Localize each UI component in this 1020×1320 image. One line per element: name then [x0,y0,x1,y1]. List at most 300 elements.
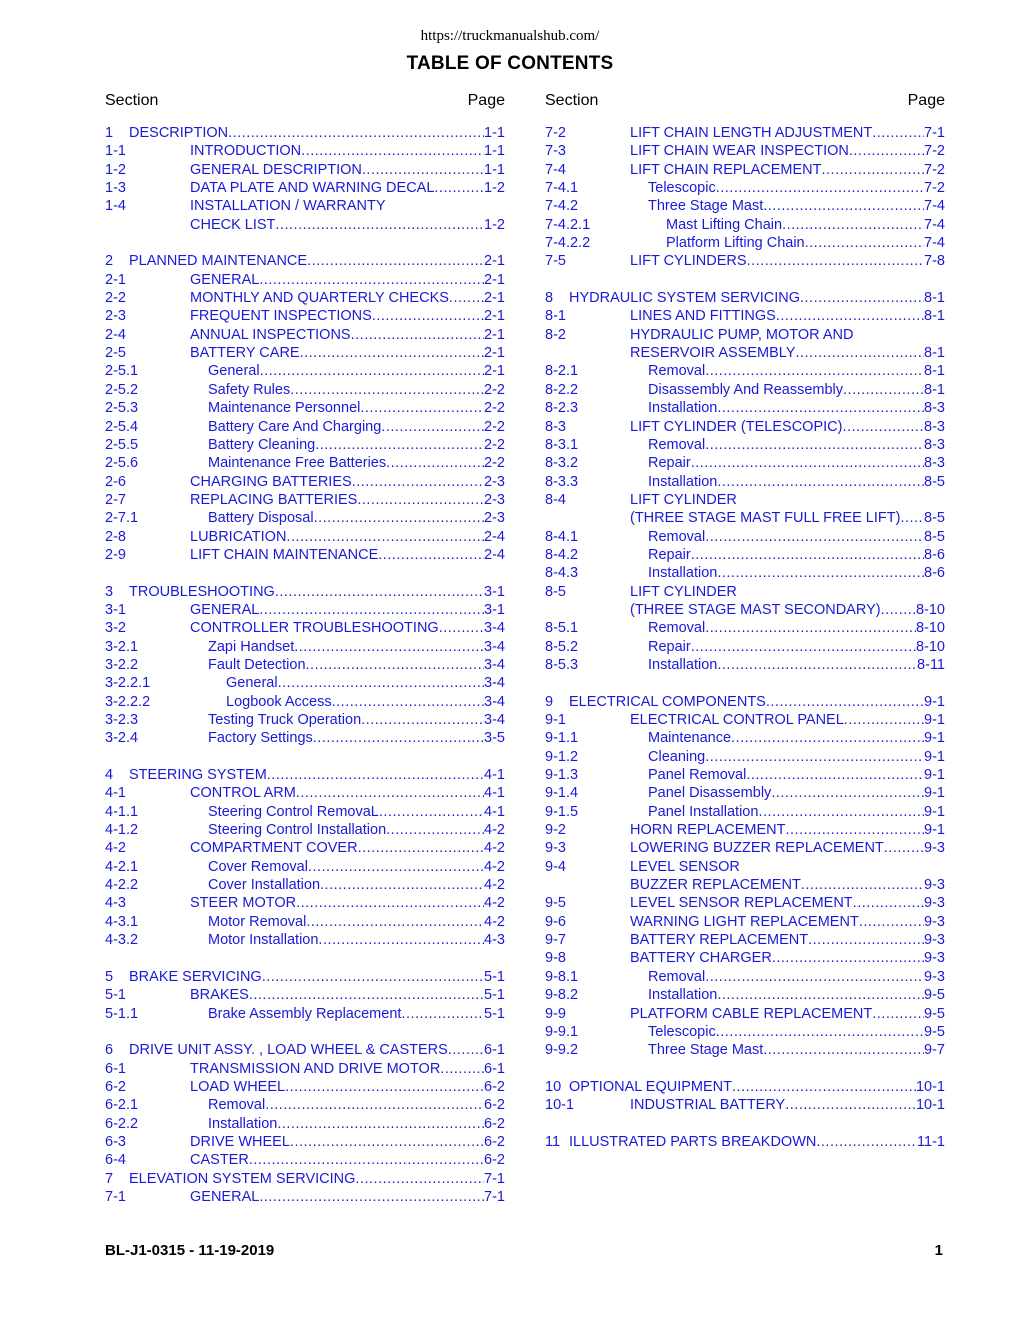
toc-entry-page[interactable]: 9-3 [924,950,945,967]
toc-entry[interactable] [545,528,945,546]
toc-entry[interactable] [545,418,945,436]
toc-entry-page[interactable]: 4-2 [484,877,505,894]
toc-entry-title[interactable]: Removal [648,968,706,985]
toc-entry-title[interactable]: General [208,363,260,380]
toc-entry-title[interactable]: RESERVOIR ASSEMBLY [630,345,796,362]
toc-entry[interactable] [545,124,945,142]
toc-entry-page[interactable]: 2-2 [484,436,505,453]
toc-entry[interactable] [545,344,945,362]
toc-entry-page[interactable]: 9-1 [924,767,945,784]
toc-entry-title[interactable]: CASTER [190,1152,249,1169]
toc-entry[interactable] [105,216,505,234]
toc-entry-title[interactable]: STEERING SYSTEM [129,767,267,784]
toc-entry[interactable] [105,693,505,711]
toc-entry-page[interactable]: 6-1 [484,1042,505,1059]
toc-entry[interactable] [545,894,945,912]
toc-entry-page[interactable]: 6-2 [484,1133,505,1150]
toc-entry-page[interactable]: 2-2 [484,400,505,417]
toc-entry[interactable] [105,307,505,325]
toc-entry-page[interactable]: 8-5 [924,528,945,545]
toc-entry-title[interactable]: MONTHLY AND QUARTERLY CHECKS [190,290,449,307]
toc-entry[interactable] [545,289,945,307]
toc-entry-title[interactable]: GENERAL [190,601,260,618]
toc-entry[interactable] [105,619,505,637]
toc-entry-title[interactable]: BRAKE SERVICING [129,968,262,985]
toc-entry[interactable] [105,491,505,509]
toc-entry-title[interactable]: Maintenance [648,730,732,747]
toc-entry-page[interactable]: 2-3 [484,491,505,508]
toc-entry-page[interactable]: 7-2 [924,180,945,197]
toc-entry[interactable] [105,601,505,619]
toc-entry-page[interactable]: 2-1 [484,271,505,288]
toc-entry-page[interactable]: 9-5 [924,1023,945,1040]
toc-entry-title[interactable]: Fault Detection [208,656,306,673]
toc-entry-title[interactable]: GENERAL [190,1188,260,1205]
toc-entry-title[interactable]: HORN REPLACEMENT [630,822,786,839]
toc-entry-title[interactable]: LEVEL SENSOR REPLACEMENT [630,895,853,912]
toc-entry-title[interactable]: BATTERY CHARGER [630,950,772,967]
toc-entry-title[interactable]: Steering Control RemovaL [208,803,379,820]
toc-entry-title[interactable]: ANNUAL INSPECTIONS [190,326,351,343]
toc-entry-page[interactable]: 4-2 [484,822,505,839]
toc-entry-title[interactable]: Mast Lifting Chain [666,216,783,233]
toc-entry-title[interactable]: TROUBLESHOOTING [129,583,275,600]
toc-entry-page[interactable]: 6-2 [484,1115,505,1132]
toc-entry-page[interactable]: 8-3 [924,436,945,453]
toc-entry-title[interactable]: Removal [208,1097,266,1114]
toc-entry-title[interactable]: Repair [648,546,691,563]
toc-entry-page[interactable]: 7-4 [924,198,945,215]
toc-entry-page[interactable]: 7-8 [924,253,945,270]
toc-entry-page[interactable]: 9-1 [924,785,945,802]
toc-entry-title[interactable]: Testing Truck Operation [208,712,362,728]
toc-entry-page[interactable]: 9-1 [924,712,945,728]
toc-entry[interactable] [105,124,505,142]
toc-entry-title[interactable]: LIFT CYLINDER [630,491,737,508]
toc-entry-title[interactable]: DRIVE UNIT ASSY. , LOAD WHEEL & CASTERS [129,1042,448,1059]
toc-entry-title[interactable]: BATTERY CARE [190,345,300,362]
toc-entry-title[interactable]: Safety Rules [208,381,291,398]
toc-entry-title[interactable]: PLATFORM CABLE REPLACEMENT [630,1005,873,1022]
toc-entry-page[interactable]: 6-2 [484,1078,505,1095]
toc-entry[interactable] [545,234,945,252]
toc-entry[interactable] [545,252,945,270]
toc-entry[interactable] [545,986,945,1004]
toc-entry[interactable] [545,142,945,160]
toc-entry-page[interactable]: 2-2 [484,418,505,435]
toc-entry-title[interactable]: BATTERY REPLACEMENT [630,932,809,949]
toc-entry-page[interactable]: 9-3 [924,877,945,894]
toc-entry-page[interactable]: 3-1 [484,601,505,618]
toc-entry-page[interactable]: 3-4 [484,712,505,728]
toc-entry[interactable] [545,931,945,949]
toc-entry-page[interactable]: 3-4 [484,638,505,655]
toc-entry-page[interactable]: 2-1 [484,363,505,380]
toc-entry-title[interactable]: LIFT CHAIN REPLACEMENT [630,161,822,178]
toc-entry[interactable] [545,161,945,179]
toc-entry-page[interactable]: 2-4 [484,528,505,545]
toc-entry-page[interactable]: 6-1 [484,1060,505,1077]
toc-entry-title[interactable]: Cleaning [648,748,706,765]
toc-entry[interactable] [105,1096,505,1114]
toc-entry-title[interactable]: Platform Lifting Chain [666,235,805,252]
toc-entry-page[interactable]: 2-1 [484,326,505,343]
toc-entry-page[interactable]: 9-5 [924,987,945,1004]
toc-entry-page[interactable]: 1-2 [484,180,505,197]
toc-entry-page[interactable]: 9-3 [924,840,945,857]
toc-entry-page[interactable]: 4-2 [484,895,505,912]
toc-entry-page[interactable]: 5-1 [484,987,505,1004]
toc-entry-page[interactable]: 2-2 [484,455,505,472]
toc-entry-title[interactable]: INSTALLATION / WARRANTY [190,198,386,215]
toc-entry-page[interactable]: 7-1 [484,1170,505,1187]
toc-entry-page[interactable]: 8-1 [924,363,945,380]
toc-entry[interactable] [545,766,945,784]
toc-entry[interactable] [545,179,945,197]
toc-entry-title[interactable]: OPTIONAL EQUIPMENT [569,1078,733,1095]
toc-entry[interactable] [105,674,505,692]
toc-entry-title[interactable]: Installation [648,565,718,582]
toc-entry-page[interactable]: 7-1 [924,125,945,141]
toc-entry[interactable] [105,803,505,821]
toc-entry-page[interactable]: 3-4 [484,656,505,673]
toc-entry[interactable] [105,1151,505,1169]
toc-entry-page[interactable]: 3-1 [484,583,505,600]
toc-entry-title[interactable]: Maintenance Personnel [208,400,361,417]
toc-entry-title[interactable]: CONTROLLER TROUBLESHOOTING [190,620,439,637]
toc-entry-page[interactable]: 11-1 [917,1133,945,1150]
toc-entry-page[interactable]: 4-1 [484,785,505,802]
toc-entry-title[interactable]: DESCRIPTION [129,125,229,141]
toc-entry[interactable] [105,473,505,491]
toc-entry[interactable] [545,839,945,857]
toc-entry-title[interactable]: LIFT CHAIN LENGTH ADJUSTMENT [630,125,873,141]
toc-entry-title[interactable]: Installation [648,987,718,1004]
toc-entry-page[interactable]: 2-2 [484,381,505,398]
toc-entry-title[interactable]: CONTROL ARM [190,785,296,802]
toc-entry-page[interactable]: 9-3 [924,913,945,930]
toc-entry[interactable] [105,436,505,454]
toc-entry-page[interactable]: 1-1 [484,125,505,141]
toc-entry[interactable] [105,656,505,674]
toc-entry[interactable] [105,784,505,802]
toc-entry-title[interactable]: FREQUENT INSPECTIONS [190,308,372,325]
toc-entry[interactable] [105,1133,505,1151]
toc-entry[interactable] [105,381,505,399]
toc-entry-title[interactable]: Motor Installation [208,932,319,949]
toc-entry-page[interactable]: 2-3 [484,510,505,527]
toc-entry[interactable] [545,949,945,967]
toc-entry[interactable] [105,729,505,747]
toc-entry-page[interactable]: 8-1 [924,308,945,325]
toc-entry-title[interactable]: HYDRAULIC SYSTEM SERVICING [569,290,800,307]
toc-entry[interactable] [545,784,945,802]
toc-entry-page[interactable]: 9-1 [924,822,945,839]
toc-entry-title[interactable]: Telescopic [648,1023,716,1040]
toc-entry-page[interactable]: 3-4 [484,693,505,710]
toc-entry-title[interactable]: LIFT CHAIN MAINTENANCE [190,546,379,563]
toc-entry-title[interactable]: BUZZER REPLACEMENT [630,877,801,894]
toc-entry[interactable] [105,1060,505,1078]
toc-entry-page[interactable]: 10-1 [915,1097,945,1114]
toc-entry-title[interactable]: Panel Disassembly [648,785,772,802]
toc-entry[interactable] [105,179,505,197]
toc-entry[interactable] [545,601,945,619]
toc-entry-title[interactable]: HYDRAULIC PUMP, MOTOR AND [630,326,854,343]
toc-entry[interactable] [105,968,505,986]
toc-entry[interactable] [545,1078,945,1096]
toc-entry-title[interactable]: LIFT CYLINDER [630,583,737,600]
toc-entry[interactable] [545,1041,945,1059]
toc-entry-title[interactable]: LINES AND FITTINGS [630,308,776,325]
toc-entry-title[interactable]: STEER MOTOR [190,895,297,912]
toc-entry-title[interactable]: Battery Disposal [208,510,314,527]
toc-entry[interactable] [545,803,945,821]
toc-entry[interactable] [545,216,945,234]
toc-entry-title[interactable]: Removal [648,620,706,637]
toc-entry-page[interactable]: 2-3 [484,473,505,490]
toc-entry-title[interactable]: Repair [648,638,691,655]
toc-entry-page[interactable]: 8-5 [924,473,945,490]
toc-entry-title[interactable]: REPLACING BATTERIES [190,491,358,508]
toc-entry-title[interactable]: WARNING LIGHT REPLACEMENT [630,913,859,930]
toc-entry-title[interactable]: GENERAL [190,271,260,288]
toc-entry[interactable] [105,546,505,564]
toc-entry[interactable] [545,729,945,747]
toc-entry[interactable] [105,161,505,179]
toc-entry-page[interactable]: 9-1 [924,803,945,820]
toc-entry-title[interactable]: Removal [648,436,706,453]
toc-entry[interactable] [105,1188,505,1206]
toc-entry-title[interactable]: Maintenance Free Batteries [208,455,387,472]
toc-entry[interactable] [105,821,505,839]
toc-entry-title[interactable]: LIFT CYLINDERS [630,253,747,270]
toc-entry-page[interactable]: 8-3 [924,400,945,417]
toc-entry-title[interactable]: Cover Installation [208,877,321,894]
toc-entry[interactable] [545,1005,945,1023]
toc-entry[interactable] [545,913,945,931]
toc-entry-title[interactable]: Motor Removal [208,913,307,930]
toc-entry[interactable] [105,289,505,307]
toc-entry-page[interactable]: 4-1 [484,803,505,820]
toc-entry[interactable] [105,1078,505,1096]
toc-entry-page[interactable]: 8-10 [915,638,945,655]
toc-entry-title[interactable]: BRAKES [190,987,249,1004]
toc-entry-title[interactable]: Installation [648,400,718,417]
toc-entry-page[interactable]: 7-1 [484,1188,505,1205]
toc-entry[interactable] [105,858,505,876]
toc-entry[interactable] [545,619,945,637]
toc-entry[interactable] [545,362,945,380]
toc-entry-title[interactable]: LOWERING BUZZER REPLACEMENT [630,840,884,857]
toc-entry-page[interactable]: 3-4 [484,620,505,637]
toc-entry-page[interactable]: 9-3 [924,968,945,985]
toc-entry-page[interactable]: 2-1 [484,253,505,270]
toc-entry-title[interactable]: Removal [648,363,706,380]
toc-entry[interactable] [105,1115,505,1133]
toc-entry[interactable] [545,436,945,454]
toc-entry[interactable] [545,876,945,894]
toc-entry[interactable] [105,1041,505,1059]
toc-entry-title[interactable]: INTRODUCTION [190,143,302,160]
toc-entry-page[interactable]: 1-2 [484,216,505,233]
toc-entry[interactable] [105,1005,505,1023]
toc-entry[interactable] [105,931,505,949]
toc-entry-title[interactable]: TRANSMISSION AND DRIVE MOTOR [190,1060,441,1077]
toc-entry[interactable] [105,766,505,784]
toc-entry-page[interactable]: 1-1 [484,161,505,178]
toc-entry[interactable] [545,399,945,417]
toc-entry[interactable] [105,638,505,656]
toc-entry-page[interactable]: 6-2 [484,1097,505,1114]
toc-entry[interactable] [545,564,945,582]
toc-entry-title[interactable]: CHECK LIST [190,216,276,233]
toc-entry-title[interactable]: ILLUSTRATED PARTS BREAKDOWN [569,1133,817,1150]
toc-entry-title[interactable]: Battery Cleaning [208,436,316,453]
toc-entry-title[interactable]: Telescopic [648,180,716,197]
toc-entry[interactable] [105,271,505,289]
toc-entry-title[interactable]: Zapi Handset [208,638,295,655]
toc-entry-page[interactable]: 8-3 [924,418,945,435]
toc-entry-title[interactable]: ELEVATION SYSTEM SERVICING [129,1170,356,1187]
toc-entry[interactable] [105,583,505,601]
toc-entry-title[interactable]: GENERAL DESCRIPTION [190,161,362,178]
toc-entry-title[interactable]: LUBRICATION [190,528,287,545]
toc-entry-page[interactable]: 4-2 [484,840,505,857]
toc-entry-page[interactable]: 5-1 [484,968,505,985]
toc-entry[interactable] [105,418,505,436]
toc-entry[interactable] [545,454,945,472]
toc-entry[interactable] [105,1170,505,1188]
toc-entry-title[interactable]: Logbook Access [226,693,332,710]
toc-entry-page[interactable]: 7-4 [924,235,945,252]
toc-entry-page[interactable]: 8-10 [915,620,945,637]
toc-entry-title[interactable]: Three Stage Mast [648,198,764,215]
toc-entry-page[interactable]: 3-5 [484,730,505,747]
toc-entry-page[interactable]: 8-5 [924,510,945,527]
toc-entry-page[interactable]: 8-1 [924,290,945,307]
toc-entry-page[interactable]: 2-1 [484,308,505,325]
toc-entry-title[interactable]: Panel Installation [648,803,759,820]
toc-entry-page[interactable]: 7-4 [924,216,945,233]
toc-entry[interactable] [545,693,945,711]
toc-entry-title[interactable]: ELECTRICAL CONTROL PANEL [630,712,844,728]
toc-entry[interactable] [545,509,945,527]
toc-entry[interactable] [105,344,505,362]
toc-entry-title[interactable]: LEVEL SENSOR [630,858,740,875]
toc-entry-page[interactable]: 8-6 [924,546,945,563]
toc-entry-title[interactable]: (THREE STAGE MAST FULL FREE LIFT) [630,510,901,527]
toc-entry[interactable] [545,1023,945,1041]
toc-entry[interactable] [545,638,945,656]
toc-entry[interactable] [105,913,505,931]
toc-entry-page[interactable]: 8-1 [924,381,945,398]
toc-entry-title[interactable]: General [226,675,278,692]
toc-entry[interactable] [545,583,945,601]
toc-entry-title[interactable]: COMPARTMENT COVER [190,840,358,857]
toc-entry-page[interactable]: 2-4 [484,546,505,563]
toc-entry[interactable] [545,711,945,729]
toc-entry-page[interactable]: 4-3 [484,932,505,949]
toc-entry-page[interactable]: 9-1 [924,693,945,710]
toc-entry[interactable] [105,876,505,894]
toc-entry-page[interactable]: 9-1 [924,748,945,765]
toc-entry-page[interactable]: 10-1 [915,1078,945,1095]
toc-entry[interactable] [545,1096,945,1114]
toc-entry[interactable] [105,711,505,729]
toc-entry-page[interactable]: 5-1 [484,1005,505,1022]
toc-entry[interactable] [545,821,945,839]
toc-entry-page[interactable]: 9-3 [924,932,945,949]
toc-entry[interactable] [545,968,945,986]
toc-entry-title[interactable]: Disassembly And Reassembly [648,381,844,398]
toc-entry-page[interactable]: 7-2 [924,161,945,178]
toc-entry[interactable] [105,509,505,527]
toc-entry-page[interactable]: 8-3 [924,455,945,472]
toc-entry-page[interactable]: 8-11 [917,656,945,673]
toc-entry-title[interactable]: Installation [648,473,718,490]
toc-entry-title[interactable]: Three Stage Mast [648,1042,764,1059]
toc-entry-page[interactable]: 3-4 [484,675,505,692]
toc-entry-page[interactable]: 4-2 [484,913,505,930]
toc-entry[interactable] [545,326,945,344]
toc-entry-title[interactable]: Repair [648,455,691,472]
toc-entry-title[interactable]: CHARGING BATTERIES [190,473,352,490]
toc-entry-title[interactable]: ELECTRICAL COMPONENTS [569,693,766,710]
toc-entry-page[interactable]: 9-3 [924,895,945,912]
toc-entry-title[interactable]: LOAD WHEEL [190,1078,286,1095]
toc-entry-title[interactable]: DRIVE WHEEL [190,1133,290,1150]
toc-entry[interactable] [105,454,505,472]
toc-entry-title[interactable]: (THREE STAGE MAST SECONDARY) [630,601,881,618]
toc-entry[interactable] [105,197,505,215]
toc-entry-title[interactable]: INDUSTRIAL BATTERY [630,1097,786,1114]
toc-entry-title[interactable]: Removal [648,528,706,545]
toc-entry-page[interactable]: 8-10 [915,601,945,618]
toc-entry-title[interactable]: Battery Care And Charging [208,418,382,435]
toc-entry[interactable] [545,307,945,325]
toc-entry[interactable] [545,491,945,509]
toc-entry[interactable] [545,197,945,215]
toc-entry[interactable] [105,252,505,270]
toc-entry[interactable] [105,142,505,160]
toc-entry-title[interactable]: Cover Removal [208,858,308,875]
toc-entry-page[interactable]: 6-2 [484,1152,505,1169]
toc-entry-title[interactable]: LIFT CYLINDER (TELESCOPIC) [630,418,843,435]
toc-entry[interactable] [105,894,505,912]
toc-entry[interactable] [105,399,505,417]
toc-entry-page[interactable]: 4-2 [484,858,505,875]
toc-entry-page[interactable]: 8-1 [924,345,945,362]
toc-entry-title[interactable]: PLANNED MAINTENANCE [129,253,308,270]
toc-entry-page[interactable]: 1-1 [484,143,505,160]
toc-entry[interactable] [105,986,505,1004]
toc-entry[interactable] [105,528,505,546]
toc-entry[interactable] [545,1133,945,1151]
toc-entry-title[interactable]: DATA PLATE AND WARNING DECAL [190,180,435,197]
toc-entry[interactable] [545,858,945,876]
toc-entry-title[interactable]: Brake Assembly Replacement [208,1005,402,1022]
toc-entry-page[interactable]: 4-1 [484,767,505,784]
toc-entry-page[interactable]: 9-1 [924,730,945,747]
toc-entry[interactable] [105,839,505,857]
toc-entry[interactable] [545,473,945,491]
toc-entry[interactable] [105,362,505,380]
toc-entry-page[interactable]: 2-1 [484,345,505,362]
toc-entry-page[interactable]: 7-2 [924,143,945,160]
toc-entry[interactable] [545,656,945,674]
toc-entry[interactable] [545,381,945,399]
